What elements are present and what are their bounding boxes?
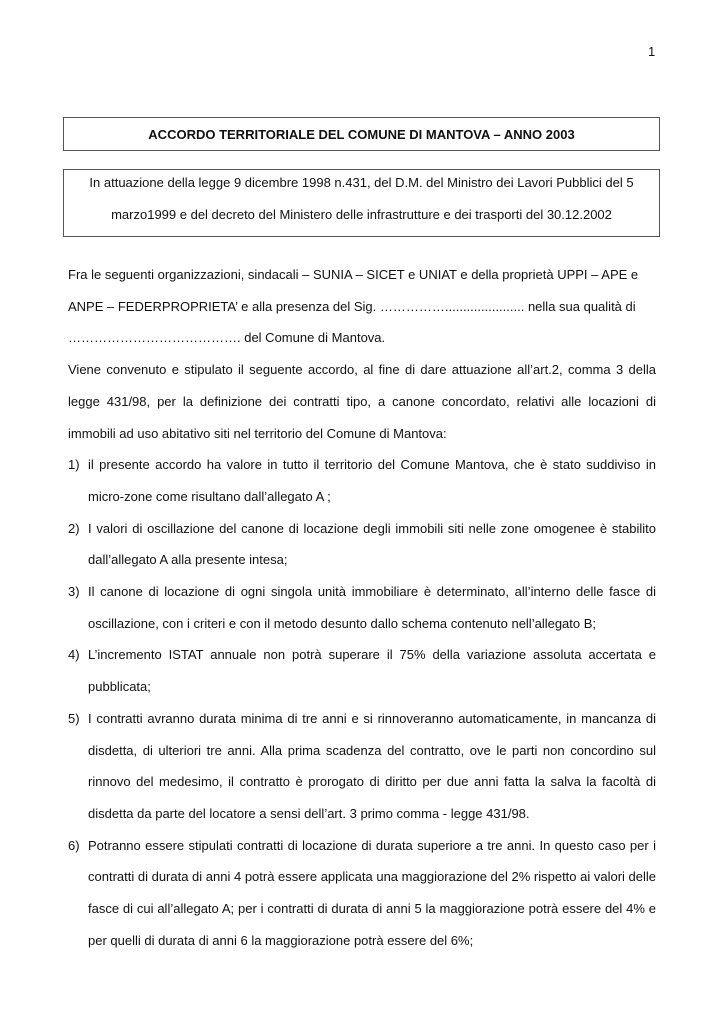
document-body xyxy=(68,259,656,956)
intro-line-2: marzo1999 e del decreto del Ministero delle infrastrutture e dei trasporti del 30.12.2002 xyxy=(111,207,612,222)
list-item-number: 5) xyxy=(68,710,80,726)
list-item-number: 2) xyxy=(68,520,80,536)
parties-line-2: ANPE – FEDERPROPRIETA’ e alla presenza del Sig. ……………...................... nella sua qualità di xyxy=(68,298,636,314)
list-item-text: Il canone di locazione di ogni singola unità immobiliare è determinato, all’interno delle fasce di oscillazione, con i criteri e con il metodo desunto dallo schema contenuto nell’allegato B; xyxy=(88,584,656,631)
clauses-list xyxy=(68,449,656,956)
list-item xyxy=(68,576,656,639)
list-item-text: L’incremento ISTAT annuale non potrà superare il 75% della variazione assoluta accertata e pubblicata; xyxy=(88,647,656,695)
list-item-number: 4) xyxy=(68,647,80,663)
parties-line-1: Fra le seguenti organizzazioni, sindacali – SUNIA – SICET e UNIAT e della proprietà UPPI – APE e xyxy=(68,267,639,282)
document-title-box xyxy=(63,117,660,151)
list-item xyxy=(68,639,656,702)
list-item-text: il presente accordo ha valore in tutto il territorio del Comune Mantova, che è stato suddiviso in micro-zone come risultano dall’allegato A ; xyxy=(88,457,656,504)
list-item xyxy=(68,830,656,957)
page-number: 1 xyxy=(648,44,656,59)
list-item-text: I contratti avranno durata minima di tre anni e si rinnoveranno automaticamente, in mancanza di disdetta, di ulteriori tre anni. Alla prima scadenza del contratto, ove le parti non concordino sul rinnovo del medesimo, il contratto è prorogato di diritto per due anni fatta la salva la facoltà di disdetta da parte del locatore a sensi dell’art. 3 primo comma - legge 431/98. xyxy=(88,710,656,821)
list-item-number: 1) xyxy=(68,457,80,473)
list-item xyxy=(68,449,656,512)
list-item-text: I valori di oscillazione del canone di locazione degli immobili siti nelle zone omogenee è stabilito dall’allegato A alla presente intesa; xyxy=(88,520,656,568)
intro-box xyxy=(63,169,660,237)
list-item-number: 6) xyxy=(68,837,80,853)
list-item-number: 3) xyxy=(68,584,80,600)
document-title: ACCORDO TERRITORIALE DEL COMUNE DI MANTOVA – ANNO 2003 xyxy=(148,126,575,142)
list-item xyxy=(68,513,656,576)
list-item xyxy=(68,703,656,830)
parties-line-3: …………………………………. del Comune di Mantova. xyxy=(68,330,386,346)
agreement-paragraph: Viene convenuto e stipulato il seguente accordo, al fine di dare attuazione all’art.2, comma 3 della legge 431/98, per la definizione dei contratti tipo, a canone concordato, relativi alle locazioni di immobili ad uso abitativo siti nel territorio del Comune di Mantova: xyxy=(68,362,656,441)
intro-line-1: In attuazione della legge 9 dicembre 1998 n.431, del D.M. del Ministro dei Lavori Pubblici del 5 xyxy=(89,175,634,190)
list-item-text: Potranno essere stipulati contratti di locazione di durata superiore a tre anni. In questo caso per i contratti di durata di anni 4 potrà essere applicata una maggiorazione del 2% rispetto ai valori delle fasce di cui all’allegato A; per i contratti di durata di anni 5 la maggiorazione potrà essere del 4% e per quelli di durata di anni 6 la maggiorazione potrà essere del 6%; xyxy=(88,837,657,948)
